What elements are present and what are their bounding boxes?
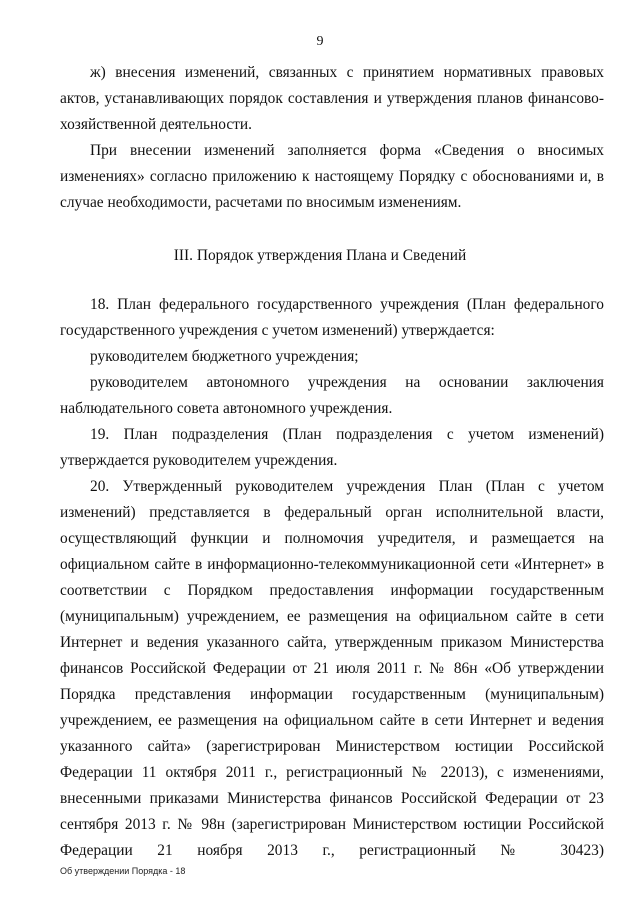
paragraph-18-intro: 18. План федерального государственного учреждения (План федерального государственного учреждения с учетом изменений) утверждается: [60,296,604,339]
paragraph-20: 20. Утвержденный руководителем учреждения План (План с учетом изменений) представляется в федеральный орган исполнительной власти, осуществляющий функции и полномочия учредителя, и размещается на официальном сайте в информационно-телекоммуникационной сети «Интернет» в соответствии с Порядком предоставления информации государственным (муниципальным) учреждением, ее размещения на официальном сайте в сети Интернет и ведения указанного сайта, утвержденным приказом Министерства финансов Российской Федерации от 21 июля 2011 г. № 86н «Об утверждении Порядка представления информации государственным (муниципальным) учреждением, ее размещения на официальном сайте в сети Интернет и ведения указанного сайта» (зарегистрирован Министерством юстиции Российской Федерации 11 октября 2011 г., регистрационный № 22013), с изменениями, внесенными приказами Министерства финансов Российской Федерации от 23 сентября 2013 г. № 98н (зарегистрирован Министерством юстиции Российской Федерации 21 ноября 2013 г., регистрационный № 30423) [60,478,604,859]
footer-note: Об утверждении Порядка - 18 [60,866,186,876]
page-number: 9 [316,34,324,49]
paragraph-19: 19. План подразделения (План подразделения с учетом изменений) утверждается руководителем учреждения. [60,426,604,469]
paragraph-18-autonomous: руководителем автономного учреждения на основании заключения наблюдательного совета автономного учреждения. [60,374,604,417]
paragraph-changes-form: При внесении изменений заполняется форма «Сведения о вносимых изменениях» согласно приложению к настоящему Порядку с обоснованиями и, в случае необходимости, расчетами по вносимым изменениям. [60,142,604,211]
paragraph-item-zh: ж) внесения изменений, связанных с принятием нормативных правовых актов, устанавливающих порядок составления и утверждения планов финансово-хозяйственной деятельности. [60,64,604,133]
paragraph-18-budget: руководителем бюджетного учреждения; [90,348,359,365]
section-heading: III. Порядок утверждения Плана и Сведений [173,247,467,264]
